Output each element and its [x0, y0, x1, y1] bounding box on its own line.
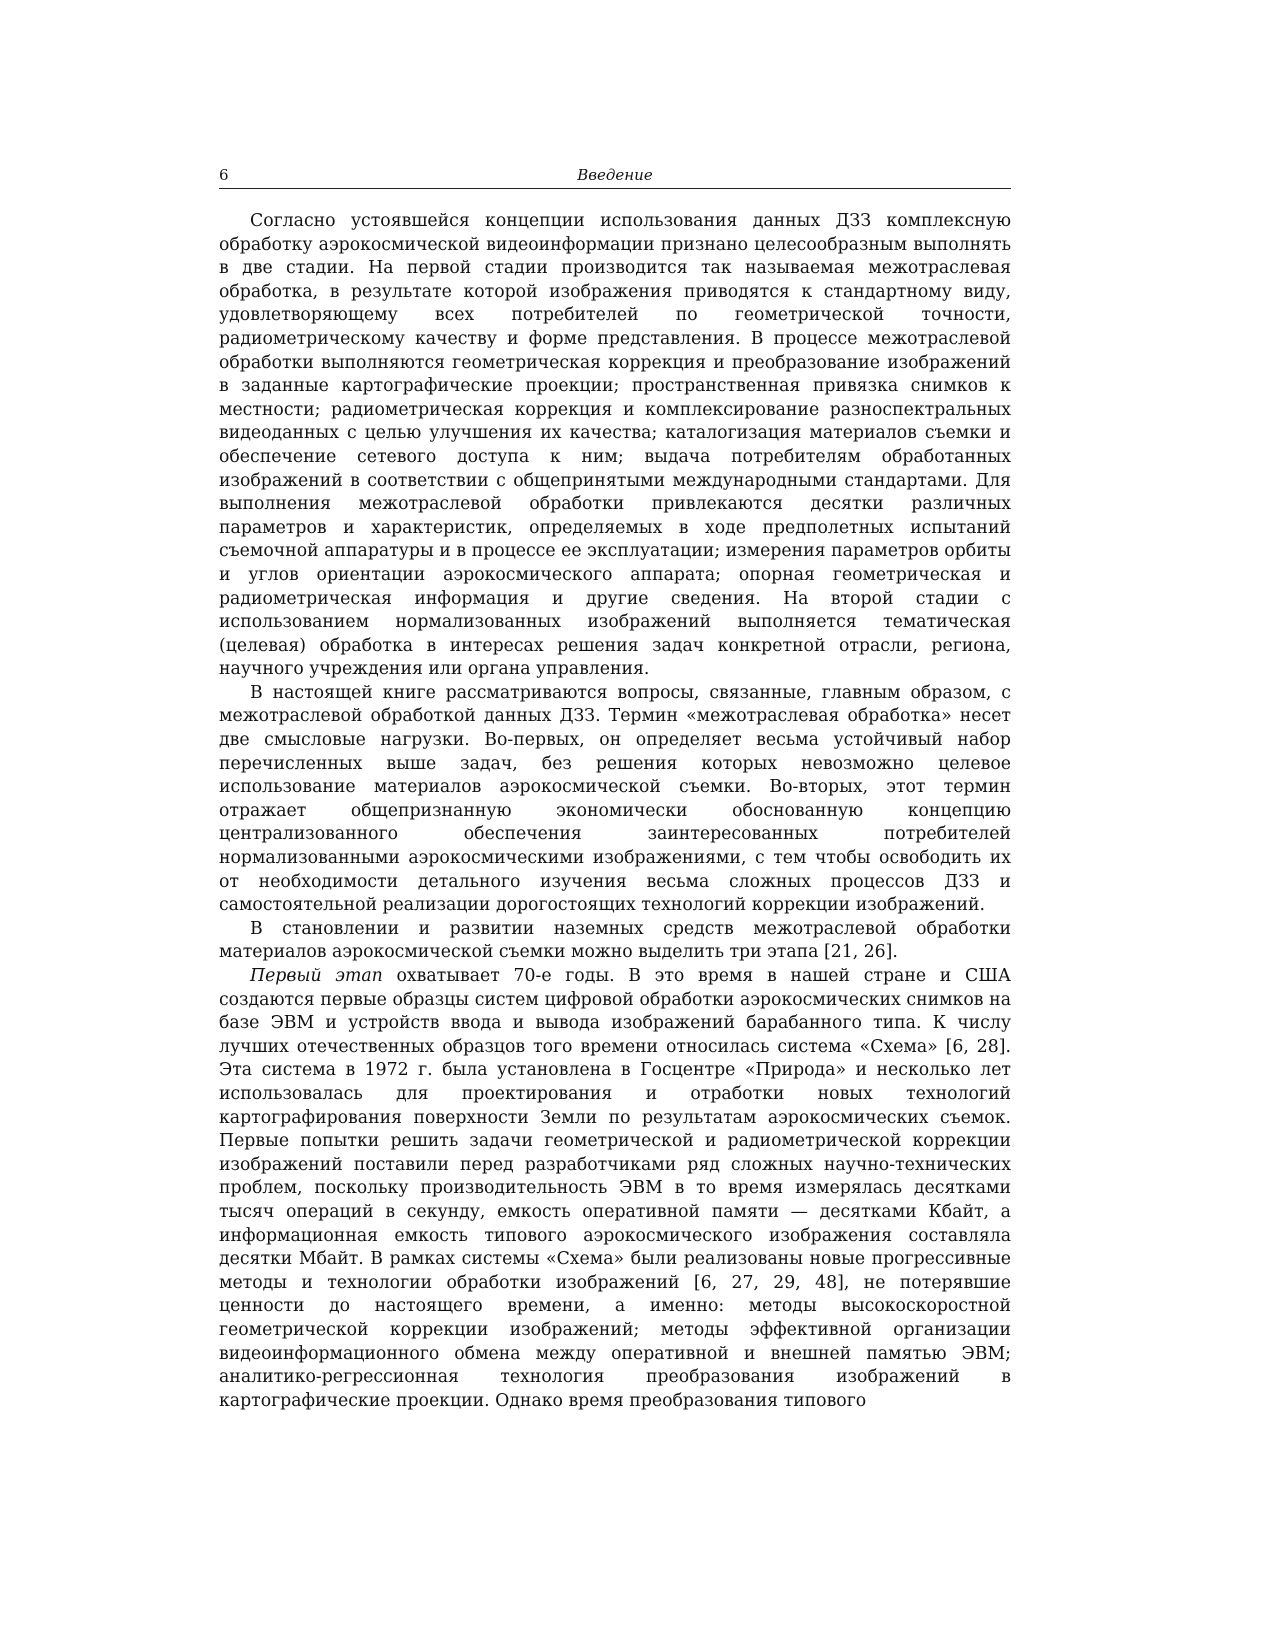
paragraph-lead-italic: Первый этап: [250, 966, 383, 986]
book-page: [219, 162, 1011, 1413]
paragraph: [219, 210, 1011, 682]
running-head: [219, 162, 1011, 189]
paragraph: [219, 965, 1011, 1413]
page-number: 6: [219, 166, 229, 184]
paragraph: [219, 682, 1011, 918]
paragraph-text: В становлении и развитии наземных средств межотраслевой обработки материалов аэрокосмической съемки можно выделить три этапа [21, 26].: [219, 918, 1011, 963]
chapter-title: Введение: [577, 166, 653, 184]
paragraph-text: Согласно устоявшейся концепции использования данных ДЗЗ комплексную обработку аэрокосмической видеоинформации признано целесообразным выполнять в две стадии. На первой стадии производится так называемая межотраслевая обработка, в результате которой изображения приводятся к стандартному виду, удовлетворяющему всех потребителей по геометрической точности, радиометрическому качеству и форме представления. В процессе межотраслевой обработки выполняются геометрическая коррекция и преобразование изображений в заданные картографические проекции; пространственная привязка снимков к местности; радиометрическая коррекция и комплексирование разноспектральных видеоданных с целью улучшения их качества; каталогизация материалов съемки и обеспечение сетевого доступа к ним; выдача потребителям обработанных изображений в соответствии с общепринятыми международными стандартами. Для выполнения межотраслевой обработки привлекаются десятки различных параметров и характеристик, определяемых в ходе предполетных испытаний съемочной аппаратуры и в процессе ее эксплуатации; измерения параметров орбиты и углов ориентации аэрокосмического аппарата; опорная геометрическая и радиометрическая информация и другие сведения. На второй стадии с использованием нормализованных изображений выполняется тематическая (целевая) обработка в интересах решения задач конкретной отрасли, региона, научного учреждения или органа управления.: [219, 211, 1011, 680]
paragraph: [219, 918, 1011, 965]
paragraph-text: В настоящей книге рассматриваются вопросы, связанные, главным образом, с межотраслевой обработкой данных ДЗЗ. Термин «межотраслевая обработка» несет две смысловые нагрузки. Во-первых, он определяет весьма устойчивый набор перечисленных выше задач, без решения которых невозможно целевое использование материалов аэрокосмической съемки. Во-вторых, этот термин отражает общепризнанную экономически обоснованную концепцию централизованного обеспечения заинтересованных потребителей нормализованными аэрокосмическими изображениями, с тем чтобы освободить их от необходимости детального изучения весьма сложных процессов ДЗЗ и самостоятельной реализации дорогостоящих технологий коррекции изображений.: [219, 682, 1011, 916]
paragraph-text: охватывает 70-е годы. В это время в нашей стране и США создаются первые образцы систем цифровой обработки аэрокосмических снимков на базе ЭВМ и устройств ввода и вывода изображений барабанного типа. К числу лучших отечественных образцов того времени относилась система «Схема» [6, 28]. Эта система в 1972 г. была установлена в Госцентре «Природа» и несколько лет использовалась для проектирования и отработки новых технологий картографирования поверхности Земли по результатам аэрокосмических съемок. Первые попытки решить задачи геометрической и радиометрической коррекции изображений поставили перед разработчиками ряд сложных научно-технических проблем, поскольку производительность ЭВМ в то время измерялась десятками тысяч операций в секунду, емкость оперативной памяти — десятками Кбайт, а информационная емкость типового аэрокосмического изображения составляла десятки Мбайт. В рамках системы «Схема» были реализованы новые прогрессивные методы и технологии обработки изображений [6, 27, 29, 48], не потерявшие ценности до настоящего времени, а именно: методы высокоскоростной геометрической коррекции изображений; методы эффективной организации видеоинформационного обмена между оперативной и внешней памятью ЭВМ; аналитико-регрессионная технология преобразования изображений в картографические проекции. Однако время преобразования типового: [219, 966, 1011, 1411]
body-text: [219, 210, 1011, 1413]
